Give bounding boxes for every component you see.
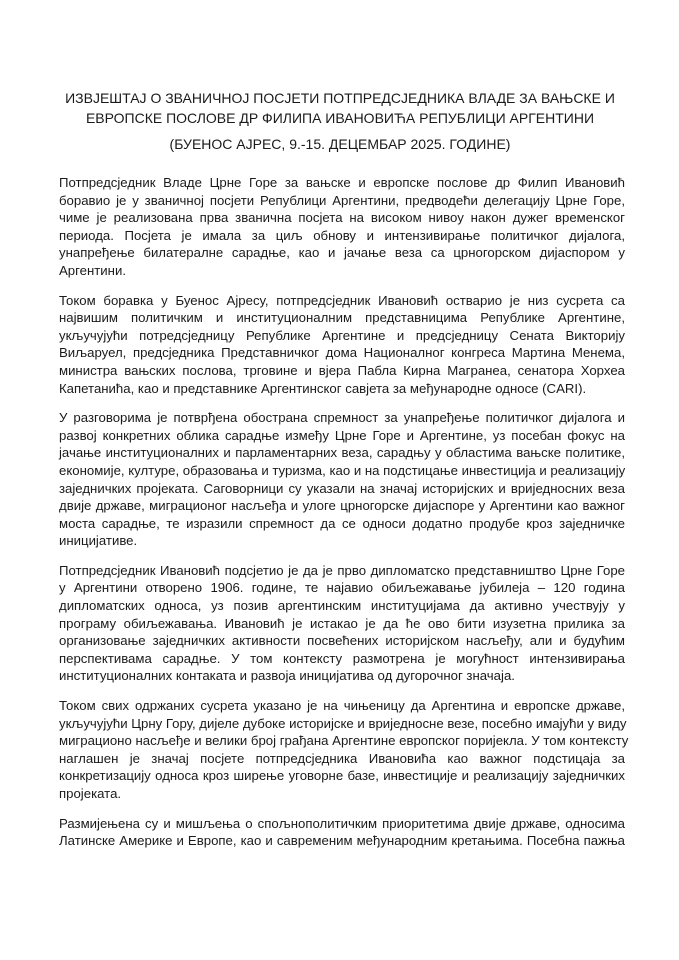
text-line: пројеката. xyxy=(59,786,122,801)
text-line: укључујући Црну Гору, дијеле дубоке историјске и вриједносне везе, посебно имајући у виду xyxy=(59,715,627,731)
paragraph xyxy=(59,409,625,550)
text-line: Виљаруел, предсједника Представничког дома Националног конгреса Мартина Менема, xyxy=(59,345,625,361)
text-line: дипломатских односа, уз позив аргентинским институцијама да активно учествују у xyxy=(59,598,625,614)
paragraph xyxy=(59,697,629,803)
text-line: Размијењена су и мишљења о спољнополитичким приоритетима двије државе, односима xyxy=(59,815,625,831)
text-line: двије државе, миграционог насљеђа и улоге црногорске дијаспоре у Аргентини као важног xyxy=(59,498,625,514)
text-line: Латинске Америке и Европе, као и савременим међународним кретањима. Посебна пажња xyxy=(59,833,625,849)
text-line: институционалних контаката и развоја иницијатива од дугорочног значаја. xyxy=(59,668,515,684)
text-line: Током боравка у Буенос Ајресу, потпредсједник Ивановић остварио је низ сусрета са xyxy=(59,292,625,308)
paragraph xyxy=(59,815,625,850)
text-line: Аргентини. xyxy=(59,262,126,278)
title-line: ИЗВЈЕШТАЈ О ЗВАНИЧНОЈ ПОСЈЕТИ ПОТПРЕДСЈЕДНИКА ВЛАДЕ ЗА ВАЊСКЕ И xyxy=(65,90,615,106)
text-line: чиме је реализована прва званична посјета на високом нивоу након дужег временског xyxy=(59,210,625,226)
text-line: развој конкретних облика сарадње између Црне Горе и Аргентине, уз посебан фокус на xyxy=(59,427,625,443)
text-line: заједничких пројеката. Саговорници су указали на значај историјских и вриједносних веза xyxy=(59,480,625,496)
text-line: у Аргентини отворено 1906. године, те најавио обиљежавање јубилеја – 120 година xyxy=(59,580,625,596)
text-line: економије, културе, образовања и туризма, као и на подстицање инвестиција и реализацију xyxy=(59,462,626,478)
text-line: периода. Посјета је имала за циљ обнову и интензивирање политичког дијалога, xyxy=(59,227,625,243)
text-line: Потпредсједник Владе Црне Горе за вањске и европске послове др Филип Ивановић xyxy=(59,175,625,190)
text-line: перспективама сарадње. У том контексту размотрена је могућност интензивирања xyxy=(59,650,625,666)
paragraph xyxy=(59,562,625,685)
text-line: моста сарадње, те изразили спремност да се односи додатно продубе кроз заједничке xyxy=(59,515,625,531)
document-title xyxy=(40,88,640,128)
text-line: У разговорима је потврђена обострана спремност за унапређење политичког дијалога и xyxy=(59,410,625,426)
title-line: ЕВРОПСКЕ ПОСЛОВЕ ДР ФИЛИПА ИВАНОВИЋА РЕПУБЛИЦИ АРГЕНТИНИ xyxy=(85,110,595,126)
document-subtitle: (БУЕНОС АЈРЕС, 9.-15. ДЕЦЕМБАР 2025. ГОДИНЕ) xyxy=(169,136,511,152)
text-line: организовање заједничких активности посвећених историјском насљеђу, али и будућим xyxy=(59,633,625,649)
text-line: наглашен је значај посјете потпредсједника Ивановића као важног подстицаја за xyxy=(59,750,625,766)
text-line: јачање институционалних и парламентарних веза, сарадњу у областима вањске политике, xyxy=(59,445,625,461)
text-line: конкретизацију односа кроз ширење уговорне базе, инвестиције и реализацију заједничких xyxy=(59,768,625,784)
paragraph xyxy=(59,292,625,398)
text-line: боравио је у званичној посјети Републици Аргентини, предводећи делегацију Црне Горе, xyxy=(59,192,625,208)
text-line: министра вањских послова, трговине и вјера Пабла Кирна Магранеа, сенатора Хорхеа xyxy=(59,362,625,378)
text-line: Током свих одржаних сусрета указано је на чињеницу да Аргентина и европске државе, xyxy=(59,698,625,714)
text-line: миграционо насљеђе и велики број грађана Аргентине европског поријекла. У том контексту xyxy=(59,733,629,749)
text-line: укључујући потредсједницу Републике Аргентине и предсједницу Сената Викторију xyxy=(59,327,625,343)
text-line: иницијативе. xyxy=(59,533,138,549)
text-line: највишим политичким и институционалним представницима Републике Аргентине, xyxy=(59,310,625,326)
text-line: Капетанића, као и представнике Аргентинског савјета за међународне односе (CARI). xyxy=(59,380,587,396)
text-line: Потпредсједник Ивановић подсјетио је да је прво дипломатско представништво Црне Горе xyxy=(59,562,625,578)
paragraph xyxy=(59,174,625,280)
document-body xyxy=(59,174,629,862)
text-line: програму обиљежавања. Ивановић је истакао је да ће ово бити изузетна прилика за xyxy=(59,615,625,631)
text-line: унапређење билатералне сарадње, као и јачање веза са црногорском дијаспором у xyxy=(59,245,625,261)
